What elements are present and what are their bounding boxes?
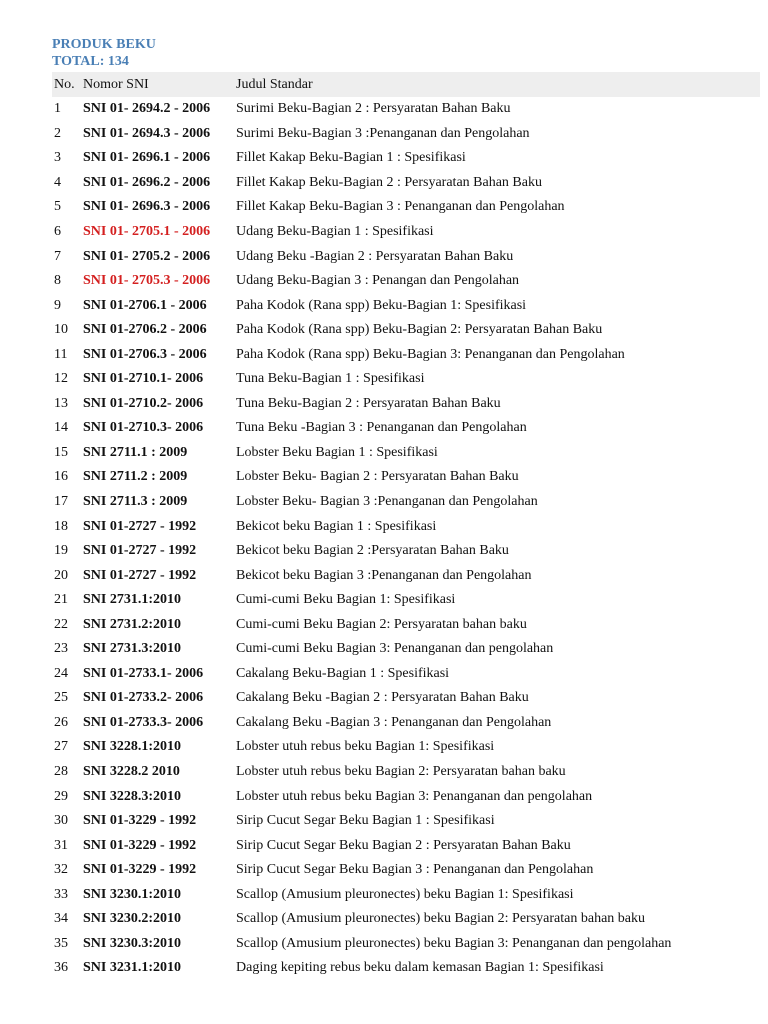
sni-number: SNI 01-2733.3- 2006 xyxy=(83,714,204,730)
standard-title: Bekicot beku Bagian 2 :Persyaratan Bahan Baku xyxy=(236,543,509,559)
row-number: 30 xyxy=(54,813,68,829)
row-number: 2 xyxy=(54,125,61,141)
standard-title: Fillet Kakap Beku-Bagian 2 : Persyaratan Bahan Baku xyxy=(236,174,542,190)
sni-number: SNI 01- 2705.1 - 2006 xyxy=(83,224,211,239)
row-number: 5 xyxy=(54,199,61,215)
standard-title: Lobster Beku- Bagian 2 : Persyaratan Bahan Baku xyxy=(236,469,519,485)
standard-title: Udang Beku-Bagian 1 : Spesifikasi xyxy=(236,224,434,239)
row-number: 32 xyxy=(54,862,68,878)
table-row xyxy=(52,539,760,564)
row-number: 25 xyxy=(54,690,68,706)
table-row xyxy=(52,416,760,441)
table-row xyxy=(52,612,760,637)
table-row xyxy=(52,244,760,269)
standard-title: Cumi-cumi Beku Bagian 2: Persyaratan bahan baku xyxy=(236,616,527,632)
table-row xyxy=(52,465,760,490)
standard-title: Tuna Beku-Bagian 2 : Persyaratan Bahan Baku xyxy=(236,395,501,411)
column-header-sni: Nomor SNI xyxy=(83,76,149,92)
table-row xyxy=(52,784,760,809)
table-row xyxy=(52,318,760,343)
table-row xyxy=(52,269,760,294)
standard-title: Cumi-cumi Beku Bagian 1: Spesifikasi xyxy=(236,592,456,608)
row-number: 28 xyxy=(54,764,68,780)
table-row xyxy=(52,858,760,883)
table-header-row xyxy=(52,72,760,97)
table-row xyxy=(52,932,760,957)
sni-number: SNI 01-2710.1- 2006 xyxy=(83,371,204,387)
sni-number: SNI 01-2727 - 1992 xyxy=(83,518,197,534)
row-number: 13 xyxy=(54,395,68,411)
table-row xyxy=(52,490,760,515)
table-row xyxy=(52,392,760,417)
table-row xyxy=(52,711,760,736)
sni-number: SNI 2711.2 : 2009 xyxy=(83,469,188,485)
row-number: 16 xyxy=(54,469,68,485)
row-number: 21 xyxy=(54,592,68,608)
column-header-title: Judul Standar xyxy=(236,76,313,92)
table-row xyxy=(52,662,760,687)
table-row xyxy=(52,760,760,785)
sni-number: SNI 01-3229 - 1992 xyxy=(83,862,197,878)
table-row xyxy=(52,956,760,981)
table-row xyxy=(52,367,760,392)
sni-number: SNI 2731.3:2010 xyxy=(83,641,182,657)
sni-number: SNI 01-2733.2- 2006 xyxy=(83,690,204,706)
standard-title: Cakalang Beku -Bagian 3 : Penanganan dan Pengolahan xyxy=(236,714,552,730)
row-number: 34 xyxy=(54,911,68,927)
row-number: 17 xyxy=(54,494,68,510)
table-row xyxy=(52,342,760,367)
row-number: 26 xyxy=(54,714,68,730)
sni-number: SNI 3230.3:2010 xyxy=(83,935,182,951)
table-row xyxy=(52,122,760,147)
standard-title: Scallop (Amusium pleuronectes) beku Bagian 2: Persyaratan bahan baku xyxy=(236,911,645,927)
sni-number: SNI 3228.2 2010 xyxy=(83,764,180,780)
table-row xyxy=(52,833,760,858)
sni-number: SNI 2731.2:2010 xyxy=(83,616,182,632)
sni-number: SNI 3231.1:2010 xyxy=(83,960,182,976)
row-number: 27 xyxy=(54,739,68,755)
standard-title: Scallop (Amusium pleuronectes) beku Bagian 1: Spesifikasi xyxy=(236,886,574,902)
standard-title: Sirip Cucut Segar Beku Bagian 3 : Penanganan dan Pengolahan xyxy=(236,862,594,878)
standard-title: Tuna Beku-Bagian 1 : Spesifikasi xyxy=(236,371,425,387)
standard-title: Sirip Cucut Segar Beku Bagian 1 : Spesifikasi xyxy=(236,813,495,829)
standard-title: Bekicot beku Bagian 3 :Penanganan dan Pengolahan xyxy=(236,567,532,583)
standard-title: Paha Kodok (Rana spp) Beku-Bagian 1: Spesifikasi xyxy=(236,297,527,313)
sni-number: SNI 2711.3 : 2009 xyxy=(83,494,188,510)
sni-number: SNI 2711.1 : 2009 xyxy=(83,444,188,460)
sni-number: SNI 01- 2705.3 - 2006 xyxy=(83,273,211,289)
sni-number: SNI 01-2706.3 - 2006 xyxy=(83,346,207,362)
table-row xyxy=(52,195,760,220)
table-row xyxy=(52,735,760,760)
sni-number: SNI 01-2706.2 - 2006 xyxy=(83,322,207,338)
sni-number: SNI 01- 2705.2 - 2006 xyxy=(83,248,211,264)
standard-title: Lobster utuh rebus beku Bagian 1: Spesifikasi xyxy=(236,739,495,755)
row-number: 11 xyxy=(54,346,68,362)
sni-number: SNI 01- 2696.1 - 2006 xyxy=(83,150,211,166)
standard-title: Scallop (Amusium pleuronectes) beku Bagian 3: Penanganan dan pengolahan xyxy=(236,935,672,951)
row-number: 7 xyxy=(54,248,61,264)
standard-title: Lobster Beku Bagian 1 : Spesifikasi xyxy=(236,444,438,460)
sni-number: SNI 01-2710.2- 2006 xyxy=(83,395,204,411)
table-body xyxy=(52,97,760,981)
table-row xyxy=(52,146,760,171)
sni-number: SNI 01-3229 - 1992 xyxy=(83,837,197,853)
row-number: 12 xyxy=(54,371,68,387)
row-number: 8 xyxy=(54,273,61,289)
row-number: 23 xyxy=(54,641,68,657)
sni-number: SNI 01- 2696.2 - 2006 xyxy=(83,174,211,190)
table-row xyxy=(52,171,760,196)
sni-number: SNI 2731.1:2010 xyxy=(83,592,182,608)
row-number: 15 xyxy=(54,444,68,460)
sni-number: SNI 3230.1:2010 xyxy=(83,886,182,902)
sni-number: SNI 01-2733.1- 2006 xyxy=(83,665,204,681)
row-number: 36 xyxy=(54,960,68,976)
standard-title: Cakalang Beku-Bagian 1 : Spesifikasi xyxy=(236,665,450,681)
standard-title: Udang Beku-Bagian 3 : Penangan dan Pengolahan xyxy=(236,273,520,289)
table-header xyxy=(52,72,760,97)
row-number: 35 xyxy=(54,935,68,951)
table-row xyxy=(52,97,760,122)
row-number: 31 xyxy=(54,837,68,853)
table-row xyxy=(52,637,760,662)
standard-title: Paha Kodok (Rana spp) Beku-Bagian 3: Penanganan dan Pengolahan xyxy=(236,346,625,362)
document-page xyxy=(52,36,760,981)
table-row xyxy=(52,883,760,908)
standard-title: Sirip Cucut Segar Beku Bagian 2 : Persyaratan Bahan Baku xyxy=(236,837,571,853)
row-number: 14 xyxy=(54,420,68,436)
sni-number: SNI 01- 2696.3 - 2006 xyxy=(83,199,211,215)
row-number: 22 xyxy=(54,616,68,632)
table-row xyxy=(52,686,760,711)
row-number: 33 xyxy=(54,886,68,902)
sni-number: SNI 01-2710.3- 2006 xyxy=(83,420,204,436)
standard-title: Daging kepiting rebus beku dalam kemasan Bagian 1: Spesifikasi xyxy=(236,960,604,976)
row-number: 3 xyxy=(54,150,61,166)
row-number: 29 xyxy=(54,788,68,804)
table-row xyxy=(52,588,760,613)
standard-title: Fillet Kakap Beku-Bagian 1 : Spesifikasi xyxy=(236,150,466,166)
table-row xyxy=(52,220,760,245)
standard-title: Lobster Beku- Bagian 3 :Penanganan dan Pengolahan xyxy=(236,494,538,510)
row-number: 20 xyxy=(54,567,68,583)
standard-title: Paha Kodok (Rana spp) Beku-Bagian 2: Persyaratan Bahan Baku xyxy=(236,322,603,338)
standard-title: Surimi Beku-Bagian 2 : Persyaratan Bahan Baku xyxy=(236,101,511,117)
sni-number: SNI 3228.1:2010 xyxy=(83,739,182,755)
row-number: 24 xyxy=(54,665,68,681)
row-number: 18 xyxy=(54,518,68,534)
sni-number: SNI 01-2706.1 - 2006 xyxy=(83,297,207,313)
standard-title: Cumi-cumi Beku Bagian 3: Penanganan dan pengolahan xyxy=(236,641,554,657)
row-number: 19 xyxy=(54,543,68,559)
row-number: 10 xyxy=(54,322,68,338)
row-number: 9 xyxy=(54,297,61,313)
standard-title: Tuna Beku -Bagian 3 : Penanganan dan Pengolahan xyxy=(236,420,527,436)
sni-number: SNI 3230.2:2010 xyxy=(83,911,182,927)
row-number: 6 xyxy=(54,224,61,239)
table-row xyxy=(52,514,760,539)
standard-title: Fillet Kakap Beku-Bagian 3 : Penanganan dan Pengolahan xyxy=(236,199,565,215)
section-title: PRODUK BEKU xyxy=(52,37,156,52)
standard-title: Bekicot beku Bagian 1 : Spesifikasi xyxy=(236,518,437,534)
standard-title: Lobster utuh rebus beku Bagian 2: Persyaratan bahan baku xyxy=(236,764,566,780)
table-row xyxy=(52,441,760,466)
sni-number: SNI 01- 2694.3 - 2006 xyxy=(83,125,211,141)
row-number: 1 xyxy=(54,101,61,117)
sni-number: SNI 3228.3:2010 xyxy=(83,788,182,804)
standard-title: Cakalang Beku -Bagian 2 : Persyaratan Bahan Baku xyxy=(236,690,529,706)
total-count: TOTAL: 134 xyxy=(52,54,129,69)
standard-title: Surimi Beku-Bagian 3 :Penanganan dan Pengolahan xyxy=(236,125,530,141)
standards-table xyxy=(52,72,760,981)
sni-number: SNI 01-3229 - 1992 xyxy=(83,813,197,829)
column-header-no: No. xyxy=(54,76,75,92)
sni-number: SNI 01-2727 - 1992 xyxy=(83,543,197,559)
sni-number: SNI 01-2727 - 1992 xyxy=(83,567,197,583)
standard-title: Udang Beku -Bagian 2 : Persyaratan Bahan Baku xyxy=(236,248,514,264)
table-row xyxy=(52,293,760,318)
table-row xyxy=(52,809,760,834)
sni-number: SNI 01- 2694.2 - 2006 xyxy=(83,101,211,117)
standard-title: Lobster utuh rebus beku Bagian 3: Penanganan dan pengolahan xyxy=(236,788,593,804)
table-row xyxy=(52,907,760,932)
row-number: 4 xyxy=(54,174,61,190)
table-row xyxy=(52,563,760,588)
